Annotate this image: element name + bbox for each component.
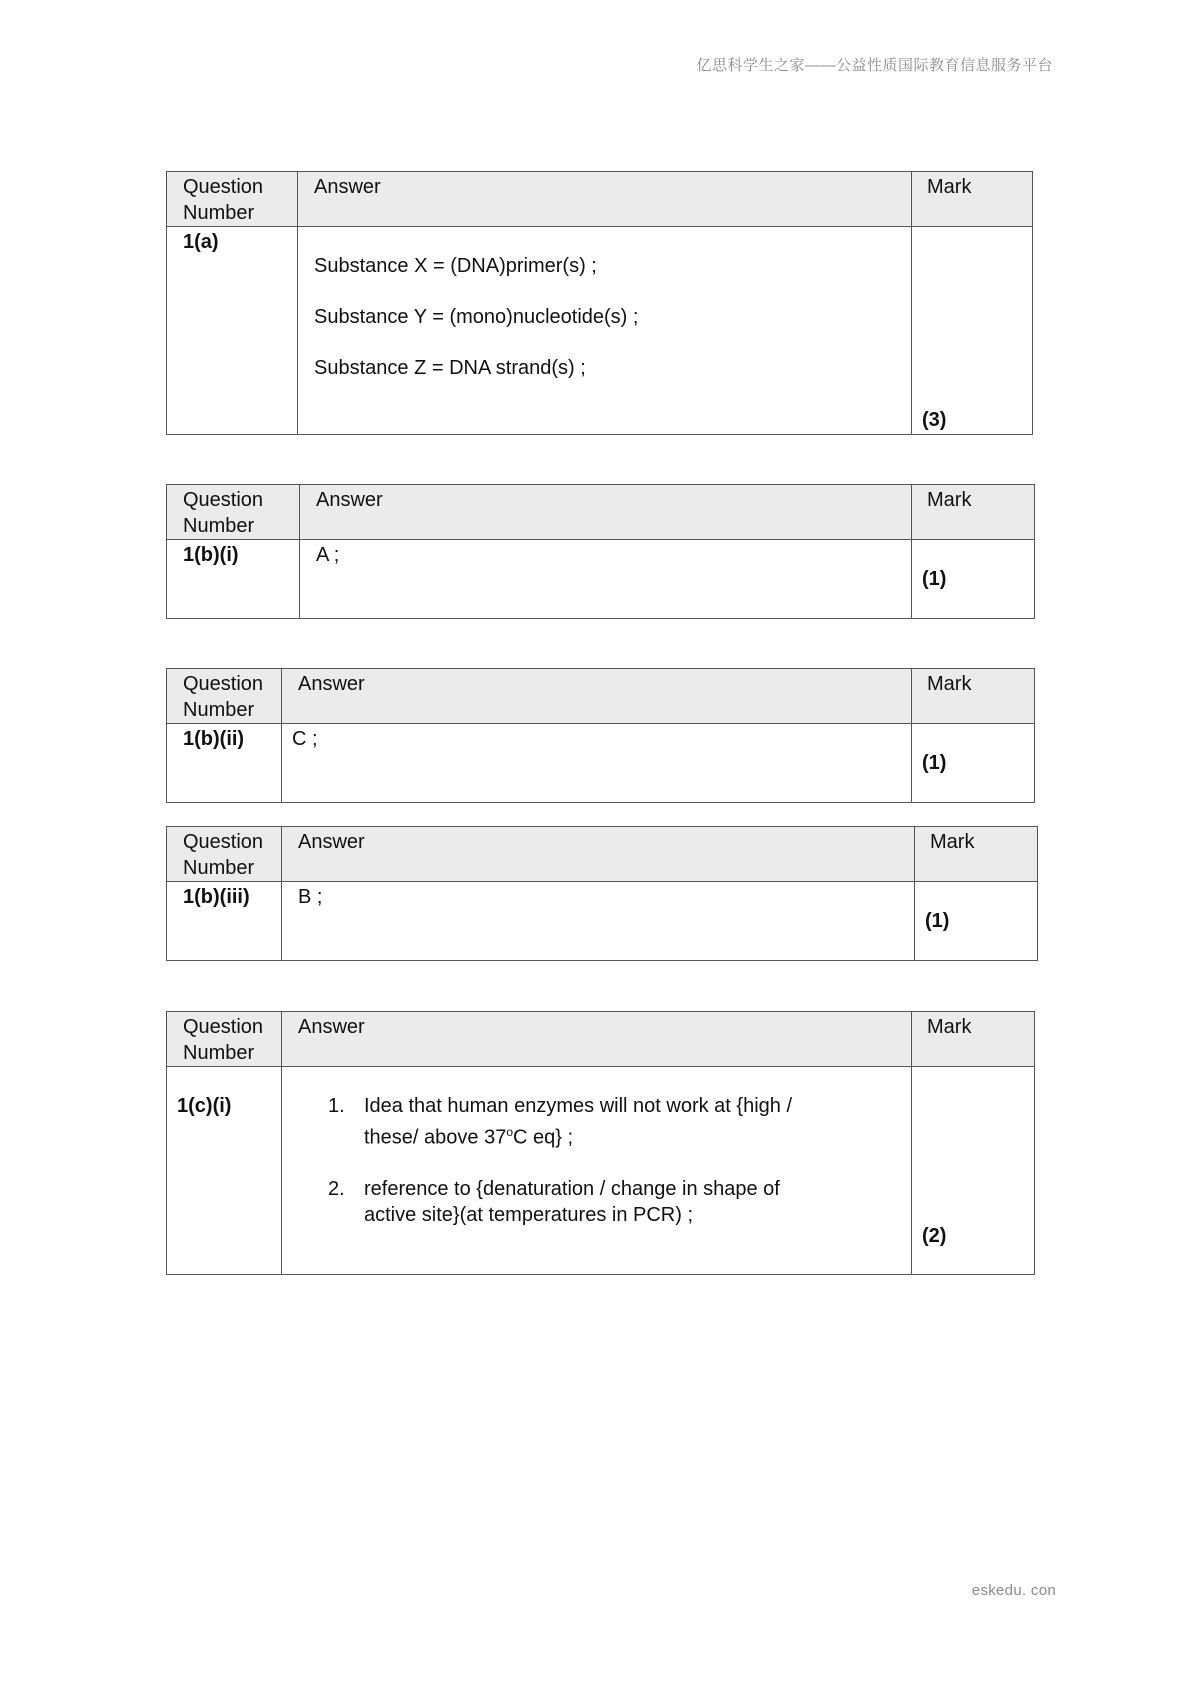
mark-table-1biii: [166, 826, 1038, 961]
answer-row: [167, 1067, 1035, 1275]
question-header-line: Question: [183, 176, 264, 198]
answer-line: active site}(at temperatures in PCR) ;: [364, 1203, 694, 1226]
question-number-header: [167, 172, 298, 227]
table-header-row: [167, 1012, 1035, 1067]
header-text: 亿思科学生之家——公益性质国际教育信息服务平台: [696, 57, 1053, 74]
mark-value: (1): [925, 910, 950, 932]
item-number: 2.: [328, 1177, 345, 1200]
mark-header: [915, 827, 1038, 882]
mark-table-1a: [166, 171, 1033, 435]
mark-value: (2): [922, 1225, 947, 1247]
question-number: 1(a): [183, 231, 219, 253]
answer-line-part: these/ above 37: [364, 1126, 507, 1149]
answer-header-label: Answer: [316, 489, 383, 511]
question-number: 1(b)(i): [183, 544, 239, 566]
answer-header: [298, 172, 912, 227]
answer-line-part: C eq} ;: [513, 1126, 574, 1149]
table-header-row: [167, 485, 1035, 540]
question-header-line: Question: [183, 673, 264, 695]
question-number-header: [167, 1012, 282, 1067]
mark-header: [912, 669, 1035, 724]
mark-table-1ci: [166, 1011, 1035, 1275]
answer-header: [282, 1012, 912, 1067]
answer-header-label: Answer: [298, 831, 365, 853]
answer-row: [167, 882, 1038, 961]
mark-value: (1): [922, 568, 947, 590]
number-header-line: Number: [183, 857, 255, 879]
answer-row: [167, 227, 1033, 435]
question-number: 1(b)(ii): [183, 728, 245, 750]
answer-line: Substance Z = DNA strand(s) ;: [314, 357, 586, 379]
answer-line: Idea that human enzymes will not work at {high /: [364, 1095, 793, 1117]
question-header-line: Question: [183, 489, 264, 511]
number-header-line: Number: [183, 1042, 255, 1064]
mark-header-label: Mark: [927, 1016, 972, 1038]
answer-line: Substance X = (DNA)primer(s) ;: [314, 255, 597, 277]
table-header-row: [167, 669, 1035, 724]
number-header-line: Number: [183, 202, 255, 224]
footer-text: eskedu. con: [971, 1582, 1056, 1599]
mark-header-label: Mark: [927, 673, 972, 695]
mark-header-label: Mark: [927, 489, 972, 511]
number-header-line: Number: [183, 515, 255, 537]
number-header-line: Number: [183, 699, 255, 721]
question-number: 1(b)(iii): [183, 886, 250, 908]
table-header-row: [167, 172, 1033, 227]
question-number: 1(c)(i): [177, 1095, 232, 1117]
answer-text: B ;: [298, 886, 323, 908]
mark-header-label: Mark: [927, 176, 972, 198]
mark-table-1bi: [166, 484, 1035, 619]
item-number: 1.: [328, 1095, 345, 1117]
mark-header: [912, 1012, 1035, 1067]
mark-header-label: Mark: [930, 831, 975, 853]
question-number-header: [167, 485, 300, 540]
answer-row: [167, 724, 1035, 803]
answer-item: [328, 1093, 911, 1151]
mark-table-1bii: [166, 668, 1035, 803]
answer-row: [167, 540, 1035, 619]
question-number-header: [167, 669, 282, 724]
mark-value: (1): [922, 752, 947, 774]
question-header-line: Question: [183, 1016, 264, 1038]
degree-superscript: o: [506, 1125, 514, 1139]
answer-text: A ;: [316, 544, 340, 566]
question-header-line: Question: [183, 831, 264, 853]
mark-header: [912, 172, 1033, 227]
table-header-row: [167, 827, 1038, 882]
answer-header: [282, 669, 912, 724]
answer-line: Substance Y = (mono)nucleotide(s) ;: [314, 306, 639, 328]
answer-item: [328, 1176, 911, 1228]
answer-header: [282, 827, 915, 882]
answer-header-label: Answer: [314, 176, 381, 198]
question-number-header: [167, 827, 282, 882]
answer-header: [300, 485, 912, 540]
answer-line: reference to {denaturation / change in shape of: [364, 1177, 780, 1200]
answer-text: C ;: [292, 728, 318, 750]
mark-value: (3): [922, 409, 947, 431]
answer-line: [364, 1119, 911, 1151]
answer-header-label: Answer: [298, 1016, 365, 1038]
mark-header: [912, 485, 1035, 540]
answer-header-label: Answer: [298, 673, 365, 695]
